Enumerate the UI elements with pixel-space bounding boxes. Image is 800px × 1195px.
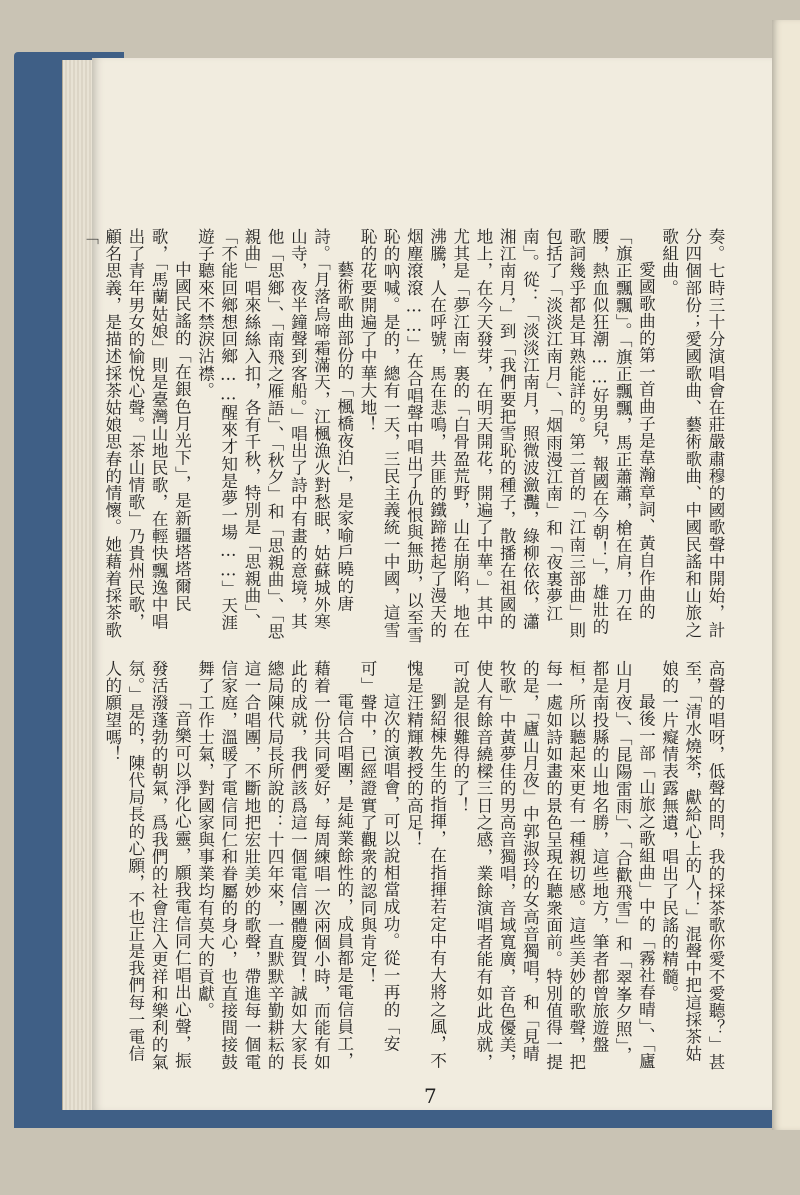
paragraph: 電信合唱團，是純業餘性的，成員都是電信員工，藉着一份共同愛好，每周練唱一次兩個小時，而能有如此的成就，我們該爲這一個電信團體慶賀！誠如大家長總局陳代局長所說的：十四年來，一直默默辛勤耕耘的這一合唱團，不斷地把宏壯美妙的歌聲，帶進每一個電信家庭，溫暖了電信同仁和眷屬的身心，也直接間接鼓舞了工作士氣，對國家與事業均有莫大的貢獻。 — [195, 660, 354, 1071]
paragraph: 最後一部「山旅之歌組曲」中的「霧社春晴」、「廬山月夜」、「昆陽雷雨」、「合歡飛雪」和「翠峯夕照」，都是南投縣的山地名勝，這些地方，筆者都曾旅遊盤桓，所以聽起來更有一種親切感。這些美妙的歌聲，把每一處如詩如畫的景色呈現在聽衆面前。特別值得一提的是，「廬山月夜」中郭淑玲的女高音獨唱，和「見晴牧歌」中黃夢佳的男高音獨唱，音域寬廣，音色優美，使人有餘音繞樑三日之感，業餘演唱者能有如此成就，可說是很難得的了！ — [450, 660, 656, 1071]
book-cover-bottom — [14, 1110, 786, 1128]
text-block-bottom — [102, 660, 727, 1078]
facing-page-edge — [772, 20, 800, 1130]
text-block-top — [79, 228, 727, 646]
paragraph: 「音樂可以淨化心靈，願我電信同仁唱出心聲，振發活潑蓬勃的朝氣，爲我們的社會注入更祥和樂利的氣氛。」是的，陳代局長的心願，不也正是我們每一電信人的願望嗎！ — [102, 660, 192, 1071]
paragraph: 中國民謠的「在銀色月光下」，是新疆塔塔爾民歌，「馬蘭姑娘」則是臺灣山地民歌，在輕快飄逸中唱出了青年男女的愉悅心聲。「茶山情歌」乃貴州民歌，顧名思義，是描述採茶姑娘思春的情懷。她藉着採茶歌「 — [79, 228, 192, 639]
paragraph: 這次的演唱會，可以說相當成功。從一再的「安可」聲中，已經證實了觀衆的認同與肯定！ — [357, 660, 401, 1053]
paragraph: 藝術歌曲部份的「楓橋夜泊」，是家喻戶曉的唐詩。「月落烏啼霜滿天，江楓漁火對愁眠，姑蘇城外寒山寺，夜半鐘聲到客船。」唱出了詩中有畫的意境，其他「思鄉」、「南飛之雁語」、「秋夕」和「思親曲」、「思親曲」唱來絲絲入扣，各有千秋，特別是「思親曲」、「不能回鄉想回鄉……醒來才知是夢一場……」天涯遊子聽來不禁淚沾襟。 — [195, 228, 354, 641]
paragraph: 奏。七時三十分演唱會在莊嚴肅穆的國歌聲中開始，計分四個部份；愛國歌曲、藝術歌曲、中國民謠和山旅之歌組曲。 — [659, 228, 725, 639]
page-number: 7 — [424, 1084, 437, 1108]
paragraph: 愛國歌曲的第一首曲子是韋瀚章詞、黃自作曲的「旗正飄飄」。「旗正飄飄，馬正蕭蕭，槍在肩，刀在腰，熱血似狂潮……好男兒，報國在今朝！」，雄壯的歌詞幾乎都是耳熟能詳的。第二首的「江南三部曲」則包括了「淡淡江南月」、「烟雨漫江南」和「夜裏夢江南」。從：「淡淡江南月，照微波瀲灩，綠柳依依，瀟湘江南月，」到「我們要把雪恥的種子，散播在祖國的地上，在今天發芽，在明天開花，開遍了中華。」其中尤其是「夢江南」裏的「白骨盈荒野，山在崩陷，地在沸騰，人在呼號，馬在悲鳴，共匪的鐵蹄捲起了漫天的烟塵滾滾……」在合唱聲中唱出了仇恨與無助，以至雪恥的吶喊。是的，總有一天，三民主義統一中國，這雪恥的花要開遍了中華大地！ — [357, 228, 656, 644]
paragraph: 高聲的唱呀，低聲的問，我的採茶歌你愛不愛聽？」甚至，「清水燒茶，獻給心上的人！」混聲中把這採茶姑娘的一片癡情表露無遺，唱出了民謠的精髓。 — [659, 660, 725, 1071]
paragraph: 劉紹棟先生的指揮，在指揮若定中有大將之風，不愧是汪精輝教授的高足！ — [404, 660, 447, 1070]
